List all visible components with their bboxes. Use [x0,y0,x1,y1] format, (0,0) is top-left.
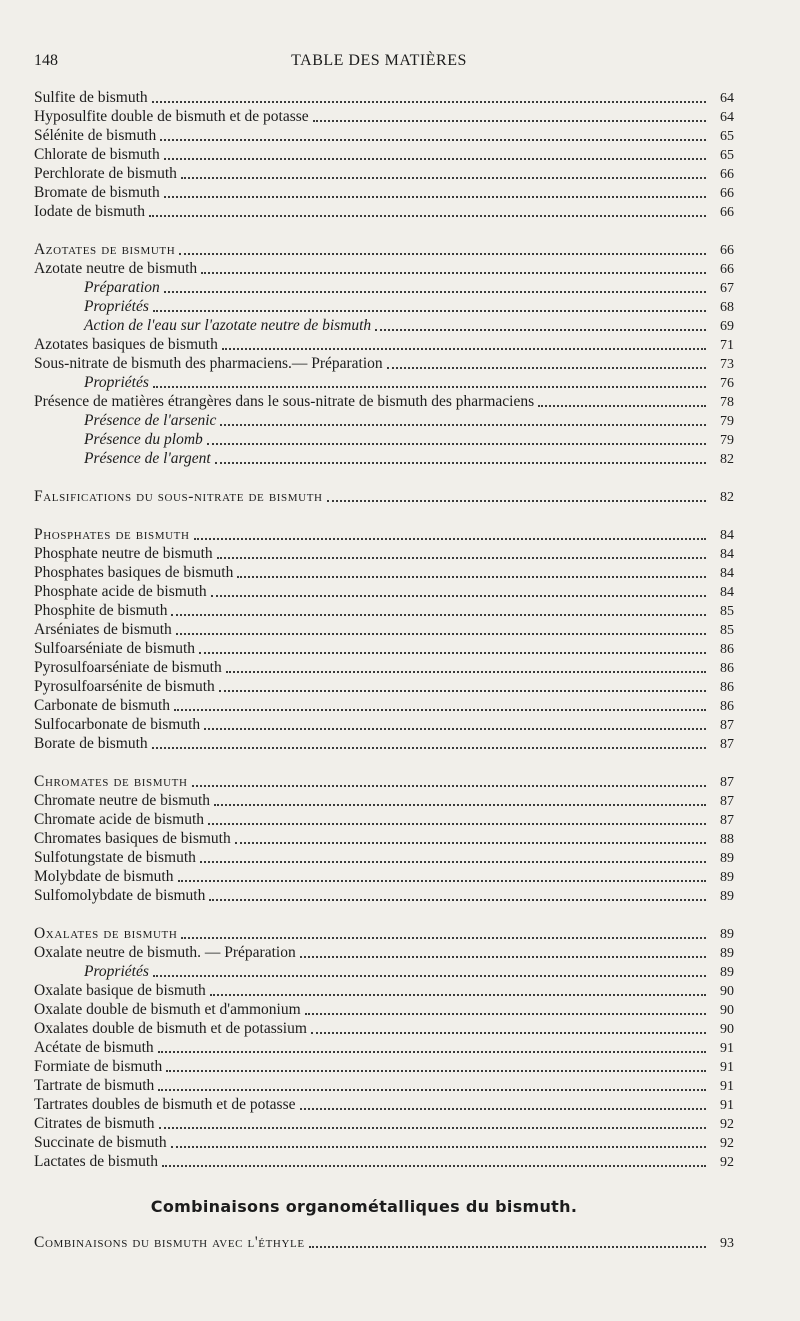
dot-leader [174,709,706,711]
toc-entry-page-number: 89 [720,870,734,885]
toc-entry [34,620,734,639]
toc-entry-label: Phosphate neutre de bismuth [34,545,213,562]
dot-leader [162,1165,706,1167]
toc-entry-page-number: 91 [720,1098,734,1113]
toc-entry [34,829,734,848]
toc-entry-page-number: 92 [720,1136,734,1151]
toc-entry-label: Acétate de bismuth [34,1039,154,1056]
toc-entry-page-number: 84 [720,585,734,600]
toc-entry-label: Citrates de bismuth [34,1115,155,1132]
dot-leader [311,1032,706,1034]
toc-entry-page-number: 82 [720,490,734,505]
toc-entry [34,373,734,392]
toc-entry-page-number: 78 [720,395,734,410]
dot-leader [152,747,706,749]
toc-entry [34,867,734,886]
toc-entry-label: Présence de matières étrangères dans le sous-nitrate de bismuth des pharmaciens [34,393,535,410]
dot-leader [178,880,707,882]
toc-entry-page-number: 66 [720,167,734,182]
toc-entry-page-number: 91 [720,1079,734,1094]
toc-entry-label: Sulfomolybdate de bismuth [34,887,206,904]
toc-entry-page-number: 84 [720,547,734,562]
toc-entry-label: Propriétés [84,374,149,391]
toc-entry [34,1076,734,1095]
toc-entry [34,354,734,373]
dot-leader [215,462,706,464]
toc-entry-page-number: 82 [720,452,734,467]
page-number: 148 [34,52,58,69]
dot-leader [171,1146,706,1148]
toc-entry [34,981,734,1000]
dot-leader [222,348,706,350]
toc-entry-label: Sulfotungstate de bismuth [34,849,196,866]
dot-leader [164,291,706,293]
dot-leader [305,1013,706,1015]
toc-entry-page-number: 65 [720,148,734,163]
toc-entry [34,316,734,335]
dot-leader [153,310,706,312]
dot-leader [199,652,706,654]
toc-entry-page-number: 91 [720,1060,734,1075]
toc-section-heading [34,772,734,791]
toc-entry-page-number: 89 [720,851,734,866]
toc-entry-label: Falsifications du sous-nitrate de bismuth [34,488,323,505]
toc-entry-page-number: 87 [720,813,734,828]
toc-entry-page-number: 68 [720,300,734,315]
dot-leader [226,671,706,673]
dot-leader [207,443,706,445]
dot-leader [208,823,706,825]
group-spacer [34,905,734,924]
toc-entry-page-number: 66 [720,186,734,201]
toc-entry-label: Perchlorate de bismuth [34,165,177,182]
toc-entry [34,1133,734,1152]
toc-entry-label: Formiate de bismuth [34,1058,163,1075]
toc-entry-page-number: 67 [720,281,734,296]
toc-entry-label: Phosphates de bismuth [34,526,190,543]
toc-entry-label: Sulfocarbonate de bismuth [34,716,201,733]
dot-leader [164,158,706,160]
toc-entry [34,278,734,297]
dot-leader [235,842,706,844]
toc-entry-label: Oxalates double de bismuth et de potassium [34,1020,307,1037]
toc-entry-label: Sélénite de bismuth [34,127,157,144]
toc-entry-label: Chromates de bismuth [34,773,188,790]
toc-entry [34,164,734,183]
toc-entry [34,658,734,677]
toc-entry [34,791,734,810]
dot-leader [166,1070,706,1072]
toc-entry-label: Bromate de bismuth [34,184,160,201]
toc-entry [34,126,734,145]
toc-entry-page-number: 85 [720,623,734,638]
toc-entry [34,430,734,449]
toc-entry [34,335,734,354]
toc-entry-label: Chromate neutre de bismuth [34,792,211,809]
dot-leader [176,633,706,635]
toc-entry-label: Phosphite de bismuth [34,602,168,619]
toc-entry [34,544,734,563]
toc-entry-label: Propriétés [84,963,149,980]
toc-entry [34,392,734,411]
toc-entry [34,677,734,696]
toc-entry [34,1000,734,1019]
dot-leader [375,329,706,331]
toc-entry [34,183,734,202]
dot-leader [237,576,706,578]
toc-entry-page-number: 86 [720,642,734,657]
dot-leader [181,937,706,939]
toc-entry-label: Sulfite de bismuth [34,89,148,106]
dot-leader [327,500,706,502]
toc-entry-page-number: 84 [720,566,734,581]
dot-leader [219,690,706,692]
toc-entry [34,1019,734,1038]
toc-entry-page-number: 69 [720,319,734,334]
toc-entry-page-number: 87 [720,794,734,809]
toc-entry-label: Iodate de bismuth [34,203,146,220]
dot-leader [153,386,706,388]
dot-leader [149,215,706,217]
toc-entry-label: Molybdate de bismuth [34,868,174,885]
dot-leader [159,1127,706,1129]
toc-entry [34,810,734,829]
toc-entry [34,449,734,468]
toc-entry-label: Préparation [84,279,160,296]
toc-entry-page-number: 64 [720,110,734,125]
dot-leader [158,1089,706,1091]
toc-entry-label: Oxalate double de bismuth et d'ammonium [34,1001,301,1018]
toc-entry [34,696,734,715]
table-of-contents [34,88,734,1252]
toc-entry-label: Chlorate de bismuth [34,146,160,163]
toc-entry-page-number: 93 [720,1236,734,1251]
running-title: TABLE DES MATIÈRES [291,52,467,69]
toc-entry-page-number: 90 [720,1003,734,1018]
dot-leader [152,101,706,103]
section-title: Combinaisons organométalliques du bismuth. [150,1197,578,1216]
toc-entry-label: Sulfoarséniate de bismuth [34,640,195,657]
toc-entry-page-number: 65 [720,129,734,144]
toc-entry-label: Oxalate basique de bismuth [34,982,206,999]
toc-entry-page-number: 66 [720,205,734,220]
dot-leader [309,1246,706,1248]
toc-entry-page-number: 87 [720,775,734,790]
toc-entry-label: Chromates basiques de bismuth [34,830,231,847]
toc-section-heading [34,525,734,544]
toc-entry-label: Hyposulfite double de bismuth et de potasse [34,108,309,125]
toc-entry-label: Tartrates doubles de bismuth et de potasse [34,1096,296,1113]
toc-entry [34,202,734,221]
dot-leader [300,956,706,958]
toc-entry-page-number: 89 [720,965,734,980]
toc-entry-page-number: 85 [720,604,734,619]
toc-entry-label: Combinaisons du bismuth avec l'éthyle [34,1234,305,1251]
dot-leader [171,614,706,616]
toc-entry-label: Borate de bismuth [34,735,148,752]
dot-leader [210,994,706,996]
toc-entry [34,1152,734,1171]
toc-entry [34,411,734,430]
group-spacer [34,221,734,240]
dot-leader [164,196,706,198]
toc-entry-page-number: 90 [720,984,734,999]
group-spacer [34,468,734,487]
toc-entry-page-number: 76 [720,376,734,391]
dot-leader [313,120,706,122]
toc-section-heading [34,1233,734,1252]
toc-entry-page-number: 87 [720,718,734,733]
toc-section-heading [34,487,734,506]
toc-entry [34,259,734,278]
toc-entry-label: Sous-nitrate de bismuth des pharmaciens.— Préparation [34,355,383,372]
toc-entry-page-number: 89 [720,889,734,904]
toc-entry-label: Oxalate neutre de bismuth. — Préparation [34,944,296,961]
toc-entry-page-number: 86 [720,699,734,714]
dot-leader [387,367,706,369]
dot-leader [158,1051,706,1053]
section-spacer [34,1171,734,1181]
dot-leader [153,975,706,977]
toc-entry-page-number: 90 [720,1022,734,1037]
toc-entry-page-number: 91 [720,1041,734,1056]
toc-entry-page-number: 86 [720,680,734,695]
toc-entry-page-number: 92 [720,1155,734,1170]
toc-entry [34,639,734,658]
toc-entry-label: Pyrosulfoarséniate de bismuth [34,659,222,676]
toc-entry-page-number: 87 [720,737,734,752]
toc-entry [34,1038,734,1057]
toc-entry [34,943,734,962]
dot-leader [538,405,706,407]
dot-leader [217,557,706,559]
toc-entry-label: Présence de l'arsenic [84,412,217,429]
page-header [34,52,724,76]
dot-leader [179,253,706,255]
dot-leader [209,899,706,901]
toc-entry [34,1114,734,1133]
toc-entry [34,563,734,582]
toc-entry [34,601,734,620]
dot-leader [214,804,706,806]
toc-entry-page-number: 88 [720,832,734,847]
toc-entry-page-number: 89 [720,946,734,961]
toc-entry-label: Pyrosulfoarsénite de bismuth [34,678,215,695]
toc-entry-label: Phosphates basiques de bismuth [34,564,234,581]
dot-leader [192,785,706,787]
dot-leader [220,424,706,426]
toc-entry [34,734,734,753]
toc-entry-label: Tartrate de bismuth [34,1077,155,1094]
toc-entry [34,715,734,734]
toc-entry-label: Présence de l'argent [84,450,211,467]
toc-entry-label: Chromate acide de bismuth [34,811,205,828]
toc-entry-label: Propriétés [84,298,149,315]
toc-entry-page-number: 66 [720,243,734,258]
toc-entry [34,1057,734,1076]
toc-entry-page-number: 71 [720,338,734,353]
toc-entry [34,297,734,316]
toc-entry-page-number: 73 [720,357,734,372]
toc-entry [34,886,734,905]
toc-entry [34,962,734,981]
dot-leader [211,595,706,597]
dot-leader [201,272,706,274]
toc-entry [34,582,734,601]
toc-entry-label: Lactates de bismuth [34,1153,158,1170]
toc-entry-label: Arséniates de bismuth [34,621,172,638]
toc-entry-page-number: 84 [720,528,734,543]
group-spacer [34,753,734,772]
toc-section-heading [34,240,734,259]
toc-entry-page-number: 64 [720,91,734,106]
toc-entry-page-number: 92 [720,1117,734,1132]
toc-entry-page-number: 86 [720,661,734,676]
dot-leader [194,538,707,540]
toc-entry-page-number: 89 [720,927,734,942]
toc-entry-page-number: 66 [720,262,734,277]
dot-leader [160,139,706,141]
dot-leader [200,861,706,863]
toc-entry-label: Présence du plomb [84,431,203,448]
toc-entry-label: Action de l'eau sur l'azotate neutre de bismuth [84,317,372,334]
toc-entry-label: Azotates de bismuth [34,241,176,258]
toc-entry [34,848,734,867]
toc-entry-label: Succinate de bismuth [34,1134,167,1151]
toc-entry [34,107,734,126]
toc-entry-page-number: 79 [720,414,734,429]
toc-entry [34,1095,734,1114]
toc-entry-label: Azotates basiques de bismuth [34,336,218,353]
dot-leader [300,1108,707,1110]
toc-entry-label: Oxalates de bismuth [34,925,178,942]
toc-entry-label: Carbonate de bismuth [34,697,171,714]
dot-leader [181,177,706,179]
toc-section-heading [34,924,734,943]
toc-entry [34,145,734,164]
toc-entry [34,88,734,107]
toc-entry-label: Azotate neutre de bismuth [34,260,198,277]
dot-leader [204,728,706,730]
toc-entry-label: Phosphate acide de bismuth [34,583,207,600]
toc-entry-page-number: 79 [720,433,734,448]
group-spacer [34,506,734,525]
